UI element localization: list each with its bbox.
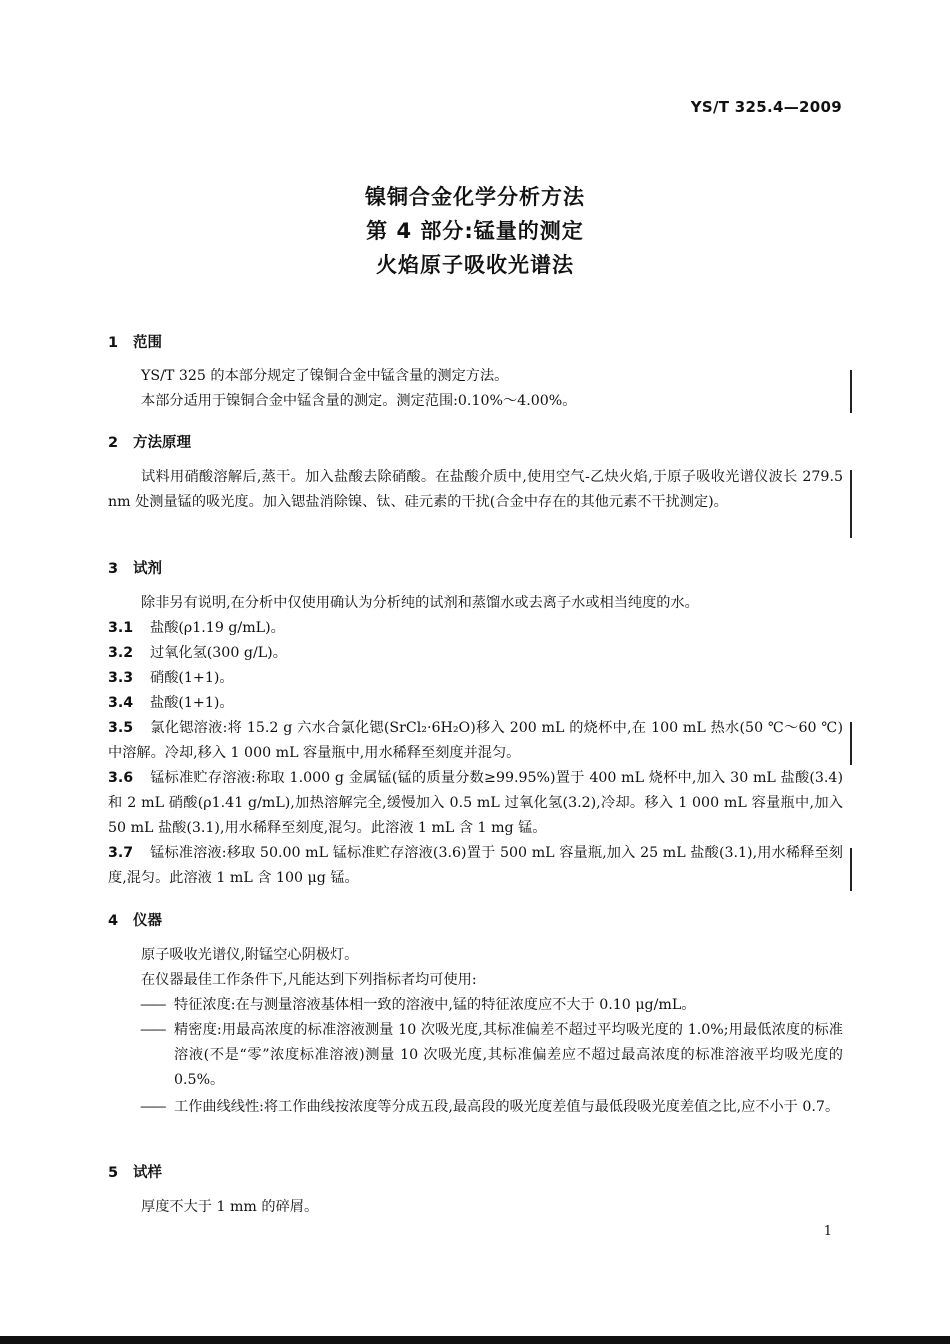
requirement-item: —— 工作曲线线性:将工作曲线按浓度等分成五段,最高段的吸光度差值与最低段吸光度差值之比,应不小于 0.7。 (140, 1095, 843, 1120)
section-title: 试剂 (133, 561, 162, 577)
change-bar (850, 848, 852, 891)
reagent-item: 3.2 过氧化氢(300 g/L)。 (108, 645, 287, 661)
em-dash: —— (140, 1099, 165, 1115)
section-3-paragraph-1: 除非另有说明,在分析中仅使用确认为分析纯的试剂和蒸馏水或去离子水或相当纯度的水。 (141, 595, 699, 611)
title-line-2: 第 4 部分:锰量的测定 (366, 219, 584, 243)
section-5-paragraph-1: 厚度不大于 1 mm 的碎屑。 (141, 1199, 319, 1215)
reagent-item: 3.7 锰标准溶液:移取 50.00 mL 锰标准贮存溶液(3.6)置于 500 mL 容量瓶,加入 25 mL 盐酸(3.1),用水稀释至刻度,混匀。此溶液 1 mL 含 100 μg 锰。 (108, 845, 843, 886)
section-title: 试样 (133, 1165, 162, 1181)
section-5-heading (108, 1161, 162, 1182)
reagent-item: 3.5 氯化锶溶液:将 15.2 g 六水合氯化锶(SrCl₂·6H₂O)移入 200 mL 的烧杯中,在 100 mL 热水(50 ℃～60 ℃)中溶解。冷却,移入 1 000 mL 容量瓶中,用水稀释至刻度并混匀。 (108, 720, 843, 761)
section-title: 范围 (133, 335, 162, 351)
section-2-heading (108, 431, 191, 452)
section-number: 3 (108, 561, 119, 577)
em-dash: —— (140, 997, 165, 1013)
section-4-paragraph-2: 在仪器最佳工作条件下,凡能达到下列指标者均可使用: (141, 972, 477, 988)
section-title: 仪器 (133, 913, 162, 929)
reagent-item: 3.4 盐酸(1+1)。 (108, 695, 234, 711)
requirement-item: —— 特征浓度:在与测量溶液基体相一致的溶液中,锰的特征浓度应不大于 0.10 μg/mL。 (140, 993, 843, 1018)
change-bar (850, 470, 852, 538)
title-line-1: 镍铜合金化学分析方法 (365, 185, 585, 209)
change-bar (850, 370, 852, 413)
section-2-paragraph-1: 试料用硝酸溶解后,蒸干。加入盐酸去除硝酸。在盐酸介质中,使用空气-乙炔火焰,于原子吸收光谱仪波长 279.5 nm 处测量锰的吸光度。加入锶盐消除镍、钛、硅元素的干扰(合金中存在的其他元素不干扰测定)。 (108, 469, 843, 510)
section-number: 2 (108, 435, 119, 451)
section-number: 5 (108, 1165, 119, 1181)
section-1-paragraph-1: YS/T 325 的本部分规定了镍铜合金中锰含量的测定方法。 (141, 368, 509, 384)
em-dash: —— (140, 1022, 165, 1038)
change-bar (850, 722, 852, 765)
requirement-item: —— 精密度:用最高浓度的标准溶液测量 10 次吸光度,其标准偏差不超过平均吸光度的 1.0%;用最低浓度的标准溶液(不是“零”浓度标准溶液)测量 10 次吸光度,其标准偏差应不超过最高浓度的标准溶液平均吸光度的 0.5%。 (140, 1018, 843, 1093)
reagent-item: 3.3 硝酸(1+1)。 (108, 670, 234, 686)
section-number: 1 (108, 335, 119, 351)
title-line-3: 火焰原子吸收光谱法 (376, 253, 574, 277)
page-number: 1 (823, 1224, 832, 1239)
section-title: 方法原理 (133, 435, 191, 451)
bottom-rule (0, 1336, 950, 1344)
standard-code: YS/T 325.4—2009 (690, 98, 842, 116)
section-3-heading (108, 557, 162, 578)
section-1-paragraph-2: 本部分适用于镍铜合金中锰含量的测定。测定范围:0.10%～4.00%。 (141, 393, 577, 409)
section-1-heading (108, 331, 162, 352)
reagent-item: 3.6 锰标准贮存溶液:称取 1.000 g 金属锰(锰的质量分数≥99.95%)置于 400 mL 烧杯中,加入 30 mL 盐酸(3.4)和 2 mL 硝酸(ρ1.41 g/mL),加热溶解完全,缓慢加入 0.5 mL 过氧化氢(3.2),冷却。移入 1 000 mL 容量瓶中,加入 50 mL 盐酸(3.1),用水稀释至刻度,混匀。此溶液 1 mL 含 1 mg 锰。 (108, 770, 843, 836)
section-4-paragraph-1: 原子吸收光谱仪,附锰空心阴极灯。 (141, 947, 359, 963)
section-4-heading (108, 909, 162, 930)
section-number: 4 (108, 913, 119, 929)
document-title (0, 180, 950, 282)
reagent-item: 3.1 盐酸(ρ1.19 g/mL)。 (108, 620, 285, 636)
